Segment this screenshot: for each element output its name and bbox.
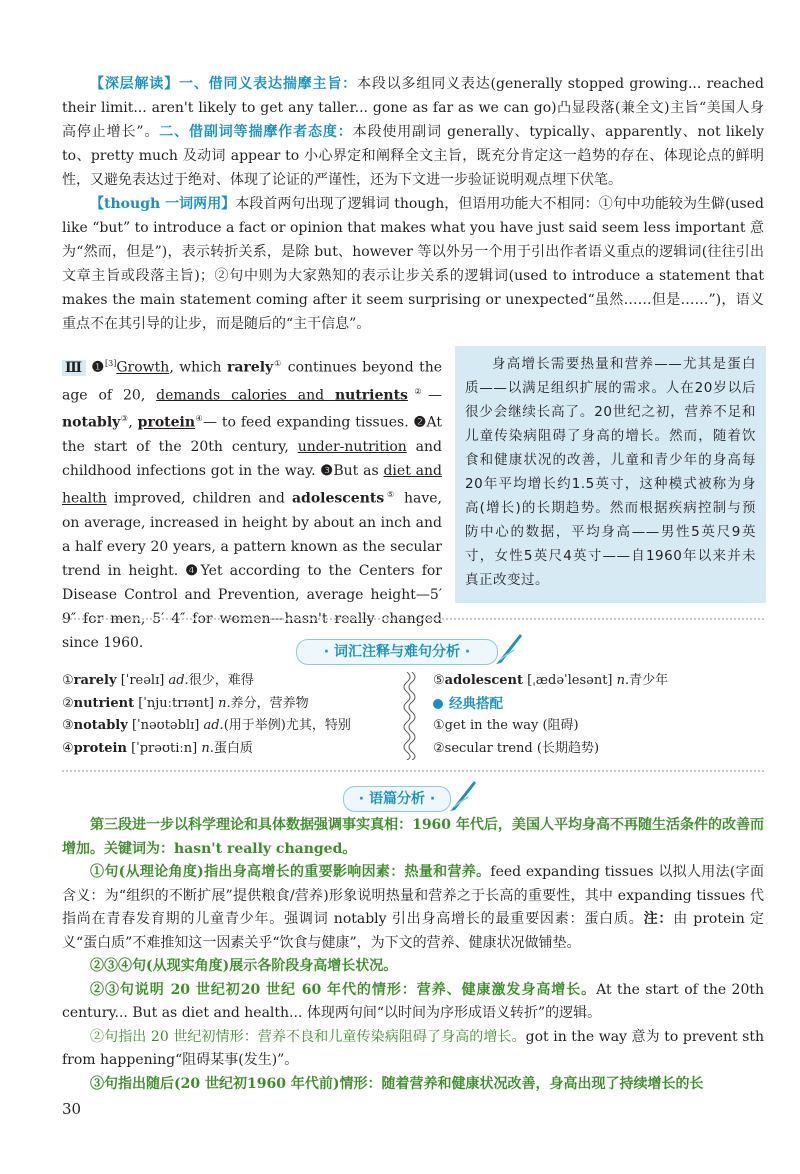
sentence-1-comma: ,: [128, 414, 138, 431]
vocab-pos: ad.: [203, 718, 224, 733]
translation-box: 身高增长需要热量和营养——尤其是蛋白质——以满足组织扩展的需求。人在20岁以后很少会继续长高了。20世纪之初，营养不足和儿童传染病阻碍了身高的增长。然而，随着饮食和健康状况的改善，儿童和青少年的身高每20年平均增长约1.5英寸，这种模式被称为身高(增长)的长期趋势。然而根据疾病控制与预防中心的数据，平均身高——男性5英尺9英寸，女性5英尺4英寸——自1960年以来并未真正改变过。: [455, 346, 766, 603]
sentence-1-dash: —: [428, 387, 442, 404]
word-protein: protein: [137, 414, 196, 431]
vocab-def: 很少，难得: [188, 673, 254, 688]
analysis-sentence-3: ③句指出随后(20 世纪初1960 年代前)情形：随着营养和健康状况改善，身高出现了持续增长的长: [90, 1075, 704, 1092]
vocab-word: notably: [73, 718, 128, 733]
analysis-sentence-2-text: got in the way 意为 to prevent sth from happening“阻碍某事(发生)”。: [62, 1028, 764, 1068]
vocab-list-left: [62, 670, 392, 760]
collocation-item: ①get in the way (阻碍): [433, 718, 579, 733]
though-text: 本段首两句出现了逻辑词 though，但语用功能大不相同：①句中功能较为生僻(used like “but” to introduce a fact or opinion that makes what you have just said seem less important 意为“然而，但是”)，表示转折关系，是除 but、however 等以外另一个用于引出作者语义重点的逻辑词(往往引出文章主旨或段落主旨)；②句中则为大家熟知的表示让步关系的逻辑词(used to introduce a statement that makes the main statement coming after it seem surprising or unexpected“虽然……但是……”)，语义重点不在其引导的让步，而是随后的“主干信息”。: [62, 196, 764, 332]
word-adolescents: adolescents: [291, 490, 385, 507]
vocab-pos: n.: [201, 740, 214, 756]
sentence-2-number: ❷: [413, 414, 427, 431]
vocab-word: nutrient: [73, 695, 135, 711]
vocab-pos: n.: [616, 673, 630, 688]
discourse-analysis: [62, 814, 764, 1096]
though-paragraph: [62, 192, 764, 336]
bullet-dot-icon: [433, 699, 443, 709]
analysis-note-text: 由 protein 定义“蛋白质”不难推知这一因素关乎“饮食与健康”，为下文的营养、健康状况做铺垫。: [62, 911, 765, 951]
section-divider: [62, 770, 764, 772]
word-nutrients: nutrients: [334, 387, 408, 404]
sentence-4-text: Yet according to the Centers for Disease Control and Prevention, average height—5′ 9″ for men, 5′ 4″ for women—hasn't really changed since 1960.: [62, 562, 442, 651]
vocab-item-notably: [62, 715, 392, 738]
vocab-pos: n.: [218, 695, 231, 711]
footnote-2: ②: [407, 386, 428, 396]
sentence-1-predicate: demands calories and: [156, 387, 335, 404]
vocab-item-protein: [62, 738, 392, 761]
analysis-summary: 第三段进一步以科学理论和具体数据强调事实真相：1960 年代后，美国人平均身高不再随生活条件的改善而增加。关键词为：hasn't really changed。: [62, 817, 764, 857]
vocab-phonetic: [ˈnəʊtəblɪ]: [131, 718, 200, 733]
sentence-1-end: — to feed expanding tissues.: [203, 414, 414, 431]
analysis-sentences-23-head: ②③句说明 20 世纪初20 世纪 60 年代的情形：营养、健康激发身高增长。: [90, 981, 597, 998]
sentence-1-text-c: continues beyond the age of 20,: [62, 359, 443, 404]
vocab-item-adolescent: [433, 670, 763, 693]
vocab-def: 养分，营养物: [230, 695, 309, 711]
word-rarely: rarely: [226, 359, 274, 376]
vocab-pos: ad.: [168, 673, 189, 688]
difficulty-mark: [3]: [105, 359, 117, 368]
sentence-3-text-c: improved, children and: [106, 490, 292, 507]
sentence-3-text-a: But as: [333, 462, 384, 479]
vocab-item-rarely: [62, 670, 392, 693]
vocab-word: rarely: [73, 673, 117, 688]
point-one-text: 本段以多组同义表达(generally stopped growing... reached their limit... aren't likely to get any taller... gone as far as we can go)凸显段落(兼全文)主旨“美国人身高停止增长”。: [62, 76, 765, 140]
analysis-sentence-1-head: ①句(从理论角度)指出身高增长的重要影响因素：热量和营养。: [90, 864, 491, 880]
analysis-sentences-23: [62, 979, 764, 1026]
vocab-num: ③: [62, 718, 74, 733]
deep-reading-tag: 【深层解读】: [90, 76, 180, 92]
deep-reading-paragraph: [62, 72, 764, 192]
vocab-num: ①: [62, 673, 74, 688]
point-one-heading: 一、借同义表达揣摩主旨：: [179, 76, 358, 92]
vocab-num: ②: [62, 695, 74, 711]
analysis-sentences-23-text: At the start of the 20th century... But as diet and health... 体现两句间“以时间为序形成语义转折”的逻辑。: [62, 981, 764, 1021]
page-number: 30: [62, 1100, 82, 1118]
sentence-4-number: ❹: [185, 562, 201, 579]
analysis-sentence-2: [62, 1026, 764, 1073]
vocab-num: ⑤: [433, 673, 445, 688]
collocation-heading-text: 经典搭配: [449, 695, 503, 712]
point-two-heading: 二、借副词等揣摩作者态度：: [159, 124, 353, 140]
footnote-5: ⑤: [384, 489, 397, 499]
phrase-diet-and-health: diet and health: [62, 462, 442, 507]
vocab-phonetic: [ˌædəˈlesənt]: [527, 673, 613, 688]
footnote-3: ③: [120, 414, 129, 424]
point-two-text: 本段使用副词 generally、typically、apparently、not likely to、pretty much 及动词 appear to 小心界定和阐释全文主旨，既充分肯定这一趋势的存在、体现论点的鲜明性，又避免表达过于绝对、体现了论证的严谨性，还为下文进一步验证说明观点埋下伏笔。: [62, 124, 764, 188]
sentence-1-subject: Growth: [116, 359, 170, 376]
paragraph-numeral: Ⅲ: [62, 360, 86, 376]
vocab-item-nutrient: [62, 693, 392, 716]
analysis-sentence-1-text: feed expanding tissues 以拟人用法(字面含义：为“组织的不断扩展”提供粮食/营养)形象说明热量和营养之于长高的重要性，其中 expanding tissues 代指尚在青春发育期的儿童青少年。强调词 notably 引出身高增长的最重要因素：蛋白质。: [62, 864, 764, 927]
note-label: 注：: [643, 911, 674, 927]
vocab-def: 蛋白质: [213, 740, 253, 756]
analysis-sentences-234: ②③④句(从现实角度)展示各阶段身高增长状况。: [90, 958, 398, 974]
footnote-4: ④: [195, 414, 204, 424]
wavy-divider: [403, 672, 417, 760]
sentence-1-number: ❶: [91, 359, 106, 376]
collocation-heading: [433, 693, 763, 716]
vocab-heading: · 词汇注释与难句分析 ·: [296, 639, 498, 665]
vocab-def: 青少年: [629, 673, 669, 688]
sentence-2-text-c: and childhood infections got in the way.: [62, 438, 443, 479]
analysis-sentence-2-head: ②句指出 20 世纪初情形：营养不良和儿童传染病阻碍了身高的增长。: [90, 1028, 526, 1045]
sentence-1-text-b: , which: [169, 359, 227, 376]
vocab-phonetic: [ˈprəʊtiːn]: [131, 740, 198, 756]
vocab-word: protein: [73, 740, 127, 756]
phrase-under-nutrition: under-nutrition: [297, 438, 407, 455]
word-notably: notably: [62, 414, 121, 431]
sentence-3-number: ❸: [320, 462, 334, 479]
vocab-phonetic: [ˈnjuːtrɪənt]: [138, 695, 214, 711]
section-divider: [62, 618, 764, 620]
passage-paragraph-three: [62, 352, 443, 651]
sentence-3-text-d: have, on average, increased in height by about an inch and a half every 20 years, a pattern known as the secular trend in height.: [62, 490, 442, 579]
vocab-list-right: [433, 670, 763, 760]
analysis-heading: · 语篇分析 ·: [343, 786, 451, 812]
vocab-num: ④: [62, 740, 74, 756]
pen-icon: [448, 777, 478, 813]
vocab-word: adolescent: [444, 673, 524, 688]
footnote-1: ①: [273, 359, 283, 368]
though-tag: 【though 一词两用】: [90, 196, 236, 212]
vocab-phonetic: [ˈreəlɪ]: [120, 673, 165, 688]
analysis-sentence-1: [62, 861, 764, 955]
collocation-item: ②secular trend (长期趋势): [433, 740, 600, 756]
sentence-2-text-a: At the start of the 20th century,: [62, 414, 443, 455]
vocab-def: (用于举例)尤其，特别: [223, 718, 351, 733]
pen-icon: [494, 630, 524, 666]
